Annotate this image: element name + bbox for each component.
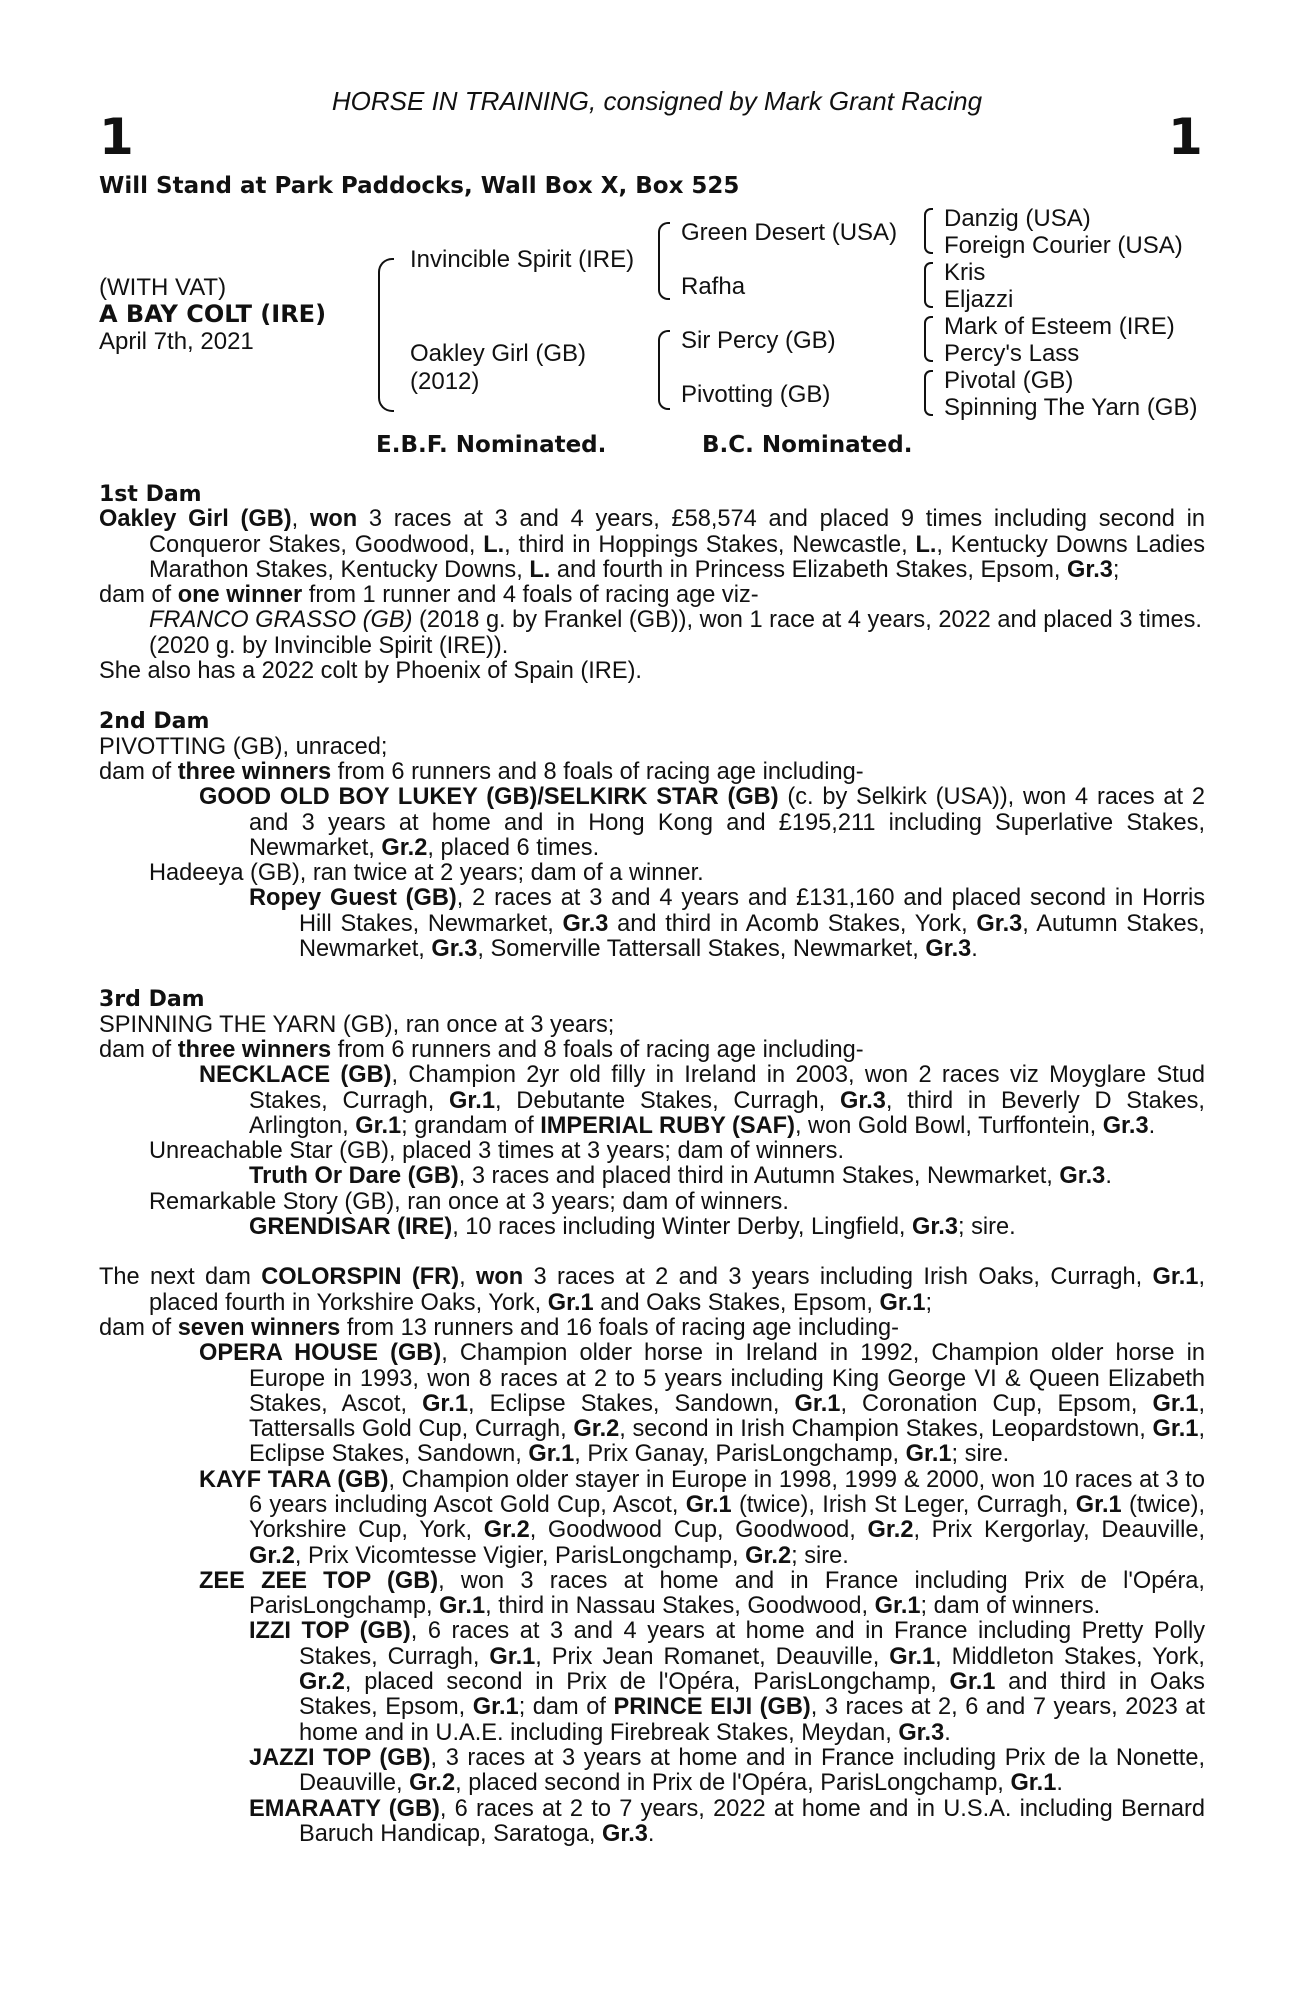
next-dam-produce: OPERA HOUSE (GB), Champion older horse in Ireland in 1992, Champion older horse in Europe in 1993, won 8 races at 2 to 5 years including King George VI & Queen Elizabeth Stakes, Ascot, Gr.1, Eclipse Stakes, Sandown, Gr.1, Coronation Cup, Epsom, Gr.1, Tattersalls Gold Cup, Curragh, Gr.2, second in Irish Champion Stakes, Leopardstown, Gr.1, Eclipse Stakes, Sandown, Gr.1, Prix Ganay, ParisLongchamp, Gr.1; sire.	[199, 1340, 1205, 1468]
ebf-nomination: E.B.F. Nominated.	[376, 432, 607, 458]
pedigree-gg-1: Danzig (USA)	[944, 205, 1091, 232]
first-dam-produce: FRANCO GRASSO (GB) (2018 g. by Frankel (GB)), won 1 race at 4 years, 2022 and placed 3 times.	[149, 607, 1202, 634]
pedigree-gg-7: Pivotal (GB)	[944, 367, 1074, 394]
next-dam-produce: KAYF TARA (GB), Champion older stayer in Europe in 1998, 1999 & 2000, won 10 races at 3 to 6 years including Ascot Gold Cup, Ascot, Gr.1 (twice), Irish St Leger, Curragh, Gr.1 (twice), Yorkshire Cup, York, Gr.2, Goodwood Cup, Goodwood, Gr.2, Prix Kergorlay, Deauville, Gr.2, Prix Vicomtesse Vigier, ParisLongchamp, Gr.2; sire.	[199, 1466, 1205, 1569]
lot-number-right: 1	[1168, 108, 1203, 166]
stand-location: Will Stand at Park Paddocks, Wall Box X, Box 525	[99, 173, 740, 199]
pedigree-dam-sire: Sir Percy (GB)	[681, 327, 836, 354]
first-dam-produce-summary: dam of one winner from 1 runner and 4 foals of racing age viz-	[99, 582, 759, 609]
pedigree-gg-4: Eljazzi	[944, 286, 1014, 313]
pedigree-dam: Oakley Girl (GB)	[410, 340, 587, 367]
pedigree-sire-dam: Rafha	[681, 273, 746, 300]
first-dam-heading: 1st Dam	[99, 482, 202, 507]
second-dam-produce-summary: dam of three winners from 6 runners and 8 foals of racing age including-	[99, 758, 864, 785]
next-dam-produce: ZEE ZEE TOP (GB), won 3 races at home and in France including Prix de l'Opéra, ParisLongchamp, Gr.1, third in Nassau Stakes, Goodwood, Gr.1; dam of winners.	[199, 1567, 1205, 1620]
foaling-date: April 7th, 2021	[99, 328, 254, 355]
pedigree-dam-year: (2012)	[410, 368, 480, 395]
pedigree-gg-2: Foreign Courier (USA)	[944, 232, 1183, 259]
second-dam-produce: Hadeeya (GB), ran twice at 2 years; dam of a winner.	[149, 860, 704, 887]
pedigree-gg-6: Percy's Lass	[944, 340, 1080, 367]
pedigree-gg-8: Spinning The Yarn (GB)	[944, 394, 1198, 421]
pedigree-brace-gg2	[924, 262, 933, 308]
pedigree-brace-dam	[658, 330, 670, 410]
third-dam-grandproduce: GRENDISAR (IRE), 10 races including Winter Derby, Lingfield, Gr.3; sire.	[249, 1214, 1016, 1241]
pedigree-brace-sire	[658, 222, 670, 300]
pedigree-brace-gg3	[924, 316, 933, 362]
third-dam-produce: Unreachable Star (GB), placed 3 times at 3 years; dam of winners.	[149, 1138, 845, 1165]
first-dam-produce: (2020 g. by Invincible Spirit (IRE)).	[149, 632, 509, 659]
bc-nomination: B.C. Nominated.	[702, 432, 913, 458]
catalogue-body	[99, 482, 1205, 1847]
third-dam-produce-summary: dam of three winners from 6 runners and 8 foals of racing age including-	[99, 1036, 864, 1063]
next-dam-record: The next dam COLORSPIN (FR), won 3 races at 2 and 3 years including Irish Oaks, Curragh, Gr.1, placed fourth in Yorkshire Oaks, York, Gr.1 and Oaks Stakes, Epsom, Gr.1;	[99, 1264, 1205, 1316]
next-dam-grandproduce: EMARAATY (GB), 6 races at 2 to 7 years, 2022 at home and in U.S.A. including Bernard Baruch Handicap, Saratoga, Gr.3.	[249, 1795, 1205, 1847]
third-dam-heading: 3rd Dam	[99, 987, 205, 1013]
second-dam-produce: GOOD OLD BOY LUKEY (GB)/SELKIRK STAR (GB) (c. by Selkirk (USA)), won 4 races at 2 and 3 years at home and in Hong Kong and £195,211 including Superlative Stakes, Newmarket, Gr.2, placed 6 times.	[199, 784, 1205, 861]
pedigree-gg-3: Kris	[944, 259, 986, 286]
next-dam-produce-summary: dam of seven winners from 13 runners and 16 foals of racing age including-	[99, 1314, 900, 1341]
next-dam-grandproduce: JAZZI TOP (GB), 3 races at 3 years at home and in France including Prix de la Nonette, Deauville, Gr.2, placed second in Prix de l'Opéra, ParisLongchamp, Gr.1.	[249, 1744, 1206, 1797]
pedigree-sire: Invincible Spirit (IRE)	[410, 246, 635, 273]
consignment-header: HORSE IN TRAINING, consigned by Mark Grant Racing	[331, 86, 983, 116]
pedigree-brace-gg4	[924, 370, 933, 416]
first-dam-record: Oakley Girl (GB), won 3 races at 3 and 4 years, £58,574 and placed 9 times including second in Conqueror Stakes, Goodwood, L., third in Hoppings Stakes, Newcastle, L., Kentucky Downs Ladies Marathon Stakes, Kentucky Downs, L. and fourth in Princess Elizabeth Stakes, Epsom, Gr.3;	[99, 506, 1205, 583]
pedigree-dam-dam: Pivotting (GB)	[681, 381, 831, 408]
third-dam-record: SPINNING THE YARN (GB), ran once at 3 years;	[99, 1011, 615, 1038]
vat-note: (WITH VAT)	[99, 274, 227, 301]
third-dam-produce: Remarkable Story (GB), ran once at 3 years; dam of winners.	[149, 1188, 789, 1215]
pedigree-brace-gg1	[924, 208, 933, 254]
third-dam-grandproduce: Truth Or Dare (GB), 3 races and placed third in Autumn Stakes, Newmarket, Gr.3.	[249, 1163, 1112, 1190]
lot-name: A BAY COLT (IRE)	[99, 300, 327, 328]
next-dam-grandproduce: IZZI TOP (GB), 6 races at 3 and 4 years at home and in France including Pretty Polly Stakes, Curragh, Gr.1, Prix Jean Romanet, Deauville, Gr.1, Middleton Stakes, York, Gr.2, placed second in Prix de l'Opéra, ParisLongchamp, Gr.1 and third in Oaks Stakes, Epsom, Gr.1; dam of PRINCE EIJI (GB), 3 races at 2, 6 and 7 years, 2023 at home and in U.A.E. including Firebreak Stakes, Meydan, Gr.3.	[249, 1618, 1205, 1746]
lot-number-left: 1	[99, 108, 134, 166]
third-dam-produce: NECKLACE (GB), Champion 2yr old filly in Ireland in 2003, won 2 races viz Moyglare Stud Stakes, Curragh, Gr.1, Debutante Stakes, Curragh, Gr.3, third in Beverly D Stakes, Arlington, Gr.1; grandam of IMPERIAL RUBY (SAF), won Gold Bowl, Turffontein, Gr.3.	[199, 1062, 1205, 1139]
second-dam-record: PIVOTTING (GB), unraced;	[99, 733, 388, 760]
pedigree-brace-main	[378, 258, 394, 412]
pedigree-gg-5: Mark of Esteem (IRE)	[944, 313, 1175, 340]
first-dam-note: She also has a 2022 colt by Phoenix of Spain (IRE).	[99, 658, 642, 685]
second-dam-grandproduce: Ropey Guest (GB), 2 races at 3 and 4 years and £131,160 and placed second in Horris Hill Stakes, Newmarket, Gr.3 and third in Acomb Stakes, York, Gr.3, Autumn Stakes, Newmarket, Gr.3, Somerville Tattersall Stakes, Newmarket, Gr.3.	[249, 885, 1205, 963]
pedigree-sire-sire: Green Desert (USA)	[681, 219, 898, 246]
second-dam-heading: 2nd Dam	[99, 709, 210, 735]
